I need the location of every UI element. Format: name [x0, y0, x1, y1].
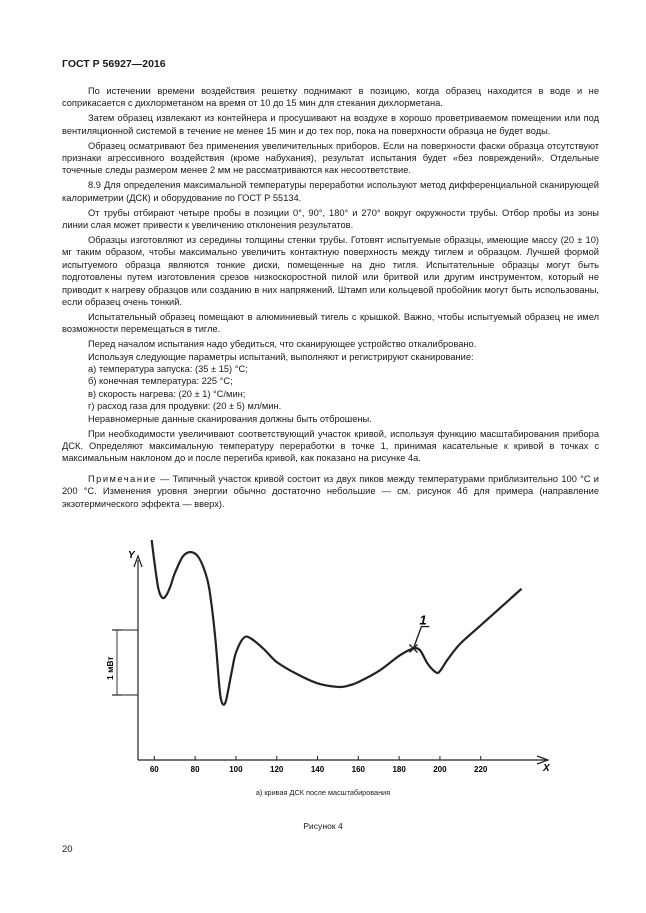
- x-tick-label: 220: [474, 765, 488, 774]
- figure-caption: Рисунок 4: [303, 821, 343, 831]
- x-tick-label: 100: [229, 765, 243, 774]
- paragraph: Неравномерные данные сканирования должны быть отброшены.: [88, 413, 372, 424]
- x-tick-label: 200: [433, 765, 447, 774]
- note: [62, 473, 599, 510]
- x-tick-label: 180: [392, 765, 406, 774]
- y-axis-label: Y: [128, 550, 135, 561]
- paragraph: Образец осматривают без применения увеличительных приборов. Если на поверхности фаски образца отсутствуют признаки агрессивного воздействия (кроме набухания), результат испытания будет «без повреждений». Отдельные точечные следы размером менее 2 мм не рассматриваются как несоответствие.: [62, 140, 599, 176]
- note-label: Примечание: [88, 473, 157, 484]
- paragraph: Затем образец извлекают из контейнера и просушивают на воздухе в хорошо проветриваемом помещении или под вентиляционной системой в течение не менее 15 мин и до тех пор, пока на поверхности образца не будет воды.: [62, 113, 599, 136]
- x-tick-label: 120: [270, 765, 284, 774]
- list-item: г) расход газа для продувки: (20 ± 5) мл/мин.: [88, 401, 282, 412]
- x-tick-label: 140: [310, 765, 325, 774]
- figure-subcaption: а) кривая ДСК после масштабирования: [255, 788, 391, 797]
- paragraph: От трубы отбирают четыре пробы в позиции 0°, 90°, 180° и 270° вокруг окружности трубы. Отбор пробы из зоны линии слая может привести к увеличению отклонения результатов.: [62, 207, 599, 231]
- dsc-chart: [100, 540, 560, 780]
- x-axis-label: X: [543, 763, 550, 774]
- paragraph: Испытательный образец помещают в алюминиевый тигель с крышкой. Важно, чтобы испытуемый образец не имел возможности перемещаться в тигле.: [62, 311, 599, 335]
- note-text: — Типичный участок кривой состоит из двух пиков между температурами приблизительно 100 °С и 200 °С. Изменения уровня энергии обычно достаточно небольшие — см. рисунок 4б для примера (направление экзотермического эффекта — вверх).: [62, 473, 599, 509]
- page-number: 20: [62, 844, 73, 855]
- x-tick-label: 80: [190, 765, 200, 774]
- paragraph: По истечении времени воздействия решетку поднимают в позицию, когда образец находится в воде и не соприкасается с дихлорметаном на время от 10 до 15 мин для стекания дихлорметана.: [62, 86, 599, 109]
- scale-bar-label: 1 мВт: [105, 656, 115, 680]
- document-header: ГОСТ Р 56927—2016: [62, 58, 166, 70]
- list-item: б) конечная температура: 225 °С;: [88, 376, 233, 387]
- x-tick-label: 160: [351, 765, 365, 774]
- dsc-curve: [150, 540, 521, 705]
- point-1-label: 1: [419, 612, 427, 628]
- paragraph: Образцы изготовляют из середины толщины стенки трубы. Готовят испытуемые образцы, имеющие массу (20 ± 10) мг таким образом, чтобы максимально увеличить контактную поверхность между тиглем и образцом. Лучшей формой испытуемого образца являются тонкие диски, помещенные на дно тигля. Испытательные образцы могут быть подготовлены путем изготовления срезов низкоскоростной пилой или бритвой или другим инструментом, который не приводит к нагреву образцов или созданию в них напряжений. Штамп или кольцевой пробойник могут быть использованы, если образец очень тонкий.: [62, 234, 599, 307]
- list-item: в) скорость нагрева: (20 ± 1) °С/мин;: [88, 388, 246, 399]
- x-tick-label: 60: [149, 765, 159, 774]
- paragraph: При необходимости увеличивают соответствующий участок кривой, используя функцию масштабирования прибора ДСК. Определяют максимальную температуру переработки в точке 1, принимая касательные к кривой в точках с максимальным наклоном до и после перегиба кривой, как показано на рисунке 4а.: [62, 428, 599, 464]
- document-body: [62, 85, 599, 513]
- paragraph: Перед началом испытания надо убедиться, что сканирующее устройство откалибровано.: [88, 339, 477, 350]
- paragraph: Используя следующие параметры испытаний, выполняют и регистрируют сканирование:: [88, 351, 474, 362]
- list-item: а) температура запуска: (35 ± 15) °С;: [88, 364, 248, 375]
- paragraph: 8.9 Для определения максимальной температуры переработки используют метод дифференциальной сканирующей калориметрии (ДСК) и оборудование по ГОСТ Р 55134.: [62, 180, 599, 203]
